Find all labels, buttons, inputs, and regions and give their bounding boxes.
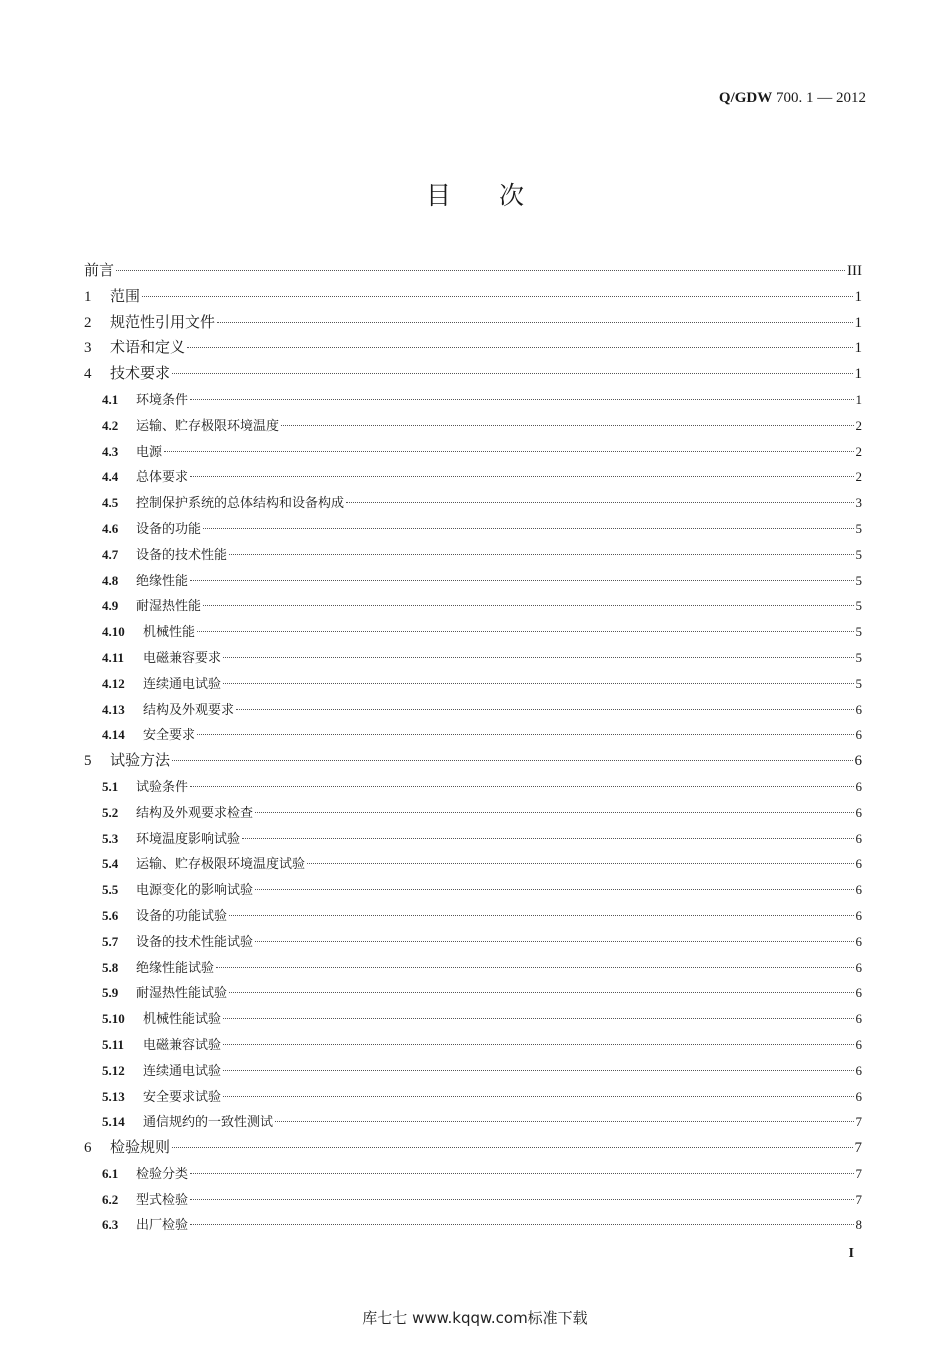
toc-entry-number: 5.7 (102, 933, 119, 949)
toc-entry[interactable] (84, 490, 862, 516)
toc-entry[interactable] (84, 877, 862, 903)
toc-entry[interactable] (84, 748, 862, 774)
toc-entry-title: 耐湿热性能试验 (136, 986, 228, 1002)
toc-entry-page: 6 (854, 753, 862, 770)
toc-leader-dots (116, 269, 845, 271)
toc-entry-page: 6 (855, 907, 862, 923)
toc-entry-page: 8 (855, 1217, 862, 1233)
toc-entry[interactable] (84, 1135, 862, 1161)
toc-entry-number: 5.11 (102, 1036, 125, 1052)
toc-leader-dots (190, 475, 853, 477)
toc-leader-dots (223, 1043, 853, 1045)
toc-entry[interactable] (84, 439, 862, 465)
toc-entry[interactable] (84, 387, 862, 413)
toc-entry-page: 7 (855, 1114, 862, 1130)
toc-leader-dots (307, 862, 853, 864)
toc-entry-page: 5 (855, 675, 862, 691)
toc-entry-number: 6.2 (102, 1191, 119, 1207)
toc-entry[interactable] (84, 903, 862, 929)
toc-leader-dots (197, 630, 853, 632)
toc-entry-page: 5 (855, 546, 862, 562)
toc-entry-title: 总体要求 (136, 470, 189, 486)
toc-entry-title: 环境条件 (136, 392, 189, 408)
toc-entry[interactable] (84, 335, 862, 361)
toc-leader-dots (281, 424, 853, 426)
toc-entry-number: 4.7 (102, 546, 119, 562)
toc-entry-title: 检验分类 (136, 1166, 189, 1182)
toc-leader-dots (142, 295, 852, 297)
toc-entry[interactable] (84, 980, 862, 1006)
toc-entry-page: III (847, 263, 862, 279)
toc-leader-dots (217, 321, 852, 323)
toc-leader-dots (229, 553, 853, 555)
toc-entry-number: 5.9 (102, 985, 119, 1001)
toc-entry[interactable] (84, 1212, 862, 1238)
toc-entry-title: 设备的技术性能 (136, 547, 228, 563)
toc-entry-number: 6.1 (102, 1165, 119, 1181)
toc-entry-title: 试验方法 (110, 751, 171, 770)
toc-entry-number: 5.2 (102, 804, 119, 820)
toc-entry[interactable] (84, 310, 862, 336)
toc-entry-title: 出厂检验 (136, 1218, 189, 1234)
toc-leader-dots (172, 372, 852, 374)
toc-entry-page: 5 (855, 624, 862, 640)
toc-entry[interactable] (84, 1187, 862, 1213)
toc-leader-dots (172, 759, 852, 761)
toc-leader-dots (229, 991, 853, 993)
toc-leader-dots (229, 914, 853, 916)
toc-entry-page: 3 (855, 495, 862, 511)
toc-entry[interactable] (84, 516, 862, 542)
toc-entry-page: 6 (855, 1062, 862, 1078)
toc-leader-dots (242, 837, 853, 839)
toc-leader-dots (172, 1146, 852, 1148)
toc-entry-title: 运输、贮存极限环境温度试验 (136, 857, 306, 873)
toc-entry-page: 6 (855, 778, 862, 794)
toc-entry-number: 4.3 (102, 443, 119, 459)
toc-entry-title: 规范性引用文件 (110, 312, 216, 331)
toc-entry-number: 5.14 (102, 1114, 125, 1130)
toc-entry-number: 4.10 (102, 624, 125, 640)
toc-entry-page: 6 (855, 727, 862, 743)
page-number: I (848, 1246, 854, 1261)
toc-entry[interactable] (84, 568, 862, 594)
toc-entry-title: 试验条件 (136, 779, 189, 795)
toc-entry-page: 6 (855, 882, 862, 898)
toc-entry-number: 4.1 (102, 391, 119, 407)
toc-entry[interactable] (84, 851, 862, 877)
toc-entry-title: 术语和定义 (110, 338, 186, 357)
toc-entry-title: 连续通电试验 (143, 676, 222, 692)
toc-entry-number: 4.11 (102, 649, 125, 665)
toc-leader-dots (187, 346, 852, 348)
toc-entry-number: 5.1 (102, 778, 119, 794)
toc-leader-dots (190, 579, 853, 581)
toc-entry-page: 6 (855, 985, 862, 1001)
toc-entry[interactable] (84, 697, 862, 723)
toc-entry-number: 5.5 (102, 882, 119, 898)
toc-entry-number: 4.9 (102, 598, 119, 614)
toc-entry-page: 5 (855, 520, 862, 536)
toc-entry[interactable] (84, 645, 862, 671)
toc-entry-number: 5.8 (102, 959, 119, 975)
toc-entry-number: 1 (84, 288, 92, 305)
toc-entry-page: 6 (855, 959, 862, 975)
toc-entry-title: 机械性能试验 (143, 1012, 222, 1028)
toc-entry-number: 5.6 (102, 907, 119, 923)
toc-entry[interactable] (84, 1161, 862, 1187)
toc-entry-number: 5.12 (102, 1062, 125, 1078)
toc-leader-dots (190, 1223, 853, 1225)
toc-entry-title: 结构及外观要求 (143, 702, 235, 718)
toc-entry-page: 2 (855, 469, 862, 485)
document-code-prefix: Q/GDW (718, 90, 773, 106)
toc-entry-page: 6 (855, 856, 862, 872)
toc-entry-page: 6 (855, 701, 862, 717)
toc-entry-number: 2 (84, 314, 92, 331)
toc-entry[interactable] (84, 593, 862, 619)
document-code-number: 700. 1 — 2012 (772, 90, 866, 106)
toc-entry-title: 电源变化的影响试验 (136, 883, 254, 899)
toc-leader-dots (203, 604, 853, 606)
toc-entry-title: 环境温度影响试验 (136, 831, 241, 847)
toc-entry[interactable] (84, 619, 862, 645)
toc-entry-number: 5.13 (102, 1088, 125, 1104)
toc-entry-title: 型式检验 (136, 1192, 189, 1208)
toc-entry[interactable] (84, 1058, 862, 1084)
toc-entry-title: 前言 (84, 261, 115, 279)
toc-entry-page: 6 (855, 804, 862, 820)
toc-entry-title: 设备的功能试验 (136, 908, 228, 924)
toc-entry[interactable] (84, 774, 862, 800)
toc-entry-page: 5 (855, 649, 862, 665)
toc-entry-number: 6 (84, 1140, 92, 1157)
toc-entry-number: 5.10 (102, 1011, 125, 1027)
toc-leader-dots (223, 1069, 853, 1071)
table-of-contents (84, 258, 862, 1238)
toc-entry-title: 设备的技术性能试验 (136, 934, 254, 950)
toc-entry-title: 连续通电试验 (143, 1063, 222, 1079)
toc-entry-title: 耐湿热性能 (136, 599, 202, 615)
toc-entry-page: 7 (855, 1165, 862, 1181)
toc-leader-dots (255, 811, 853, 813)
toc-entry-page: 5 (855, 572, 862, 588)
toc-entry[interactable] (84, 361, 862, 387)
toc-entry-page: 2 (855, 443, 862, 459)
toc-entry[interactable] (84, 1032, 862, 1058)
toc-entry-title: 运输、贮存极限环境温度 (136, 418, 280, 434)
toc-entry-title: 控制保护系统的总体结构和设备构成 (136, 496, 345, 512)
toc-entry[interactable] (84, 671, 862, 697)
toc-entry-title: 电磁兼容试验 (143, 1037, 222, 1053)
toc-entry[interactable] (84, 542, 862, 568)
toc-entry-page: 1 (854, 314, 862, 331)
toc-leader-dots (190, 1198, 853, 1200)
toc-entry[interactable] (84, 258, 862, 284)
toc-entry-number: 3 (84, 340, 92, 357)
toc-leader-dots (255, 888, 853, 890)
toc-entry-number: 4.13 (102, 701, 125, 717)
toc-entry-number: 4.5 (102, 495, 119, 511)
footer-watermark: 库七七 www.kqqw.com标准下载 (362, 1309, 588, 1327)
toc-entry[interactable] (84, 413, 862, 439)
toc-entry-page: 1 (855, 391, 862, 407)
toc-entry-page: 6 (855, 1088, 862, 1104)
toc-entry-page: 7 (855, 1191, 862, 1207)
toc-entry-page: 5 (855, 598, 862, 614)
toc-entry-title: 安全要求试验 (143, 1089, 222, 1105)
toc-entry-title: 电源 (136, 444, 163, 460)
toc-leader-dots (223, 682, 853, 684)
toc-entry-title: 安全要求 (143, 728, 196, 744)
toc-entry-page: 7 (854, 1140, 862, 1157)
toc-entry-title: 结构及外观要求检查 (136, 805, 254, 821)
toc-entry-number: 4.8 (102, 572, 119, 588)
toc-entry-page: 2 (855, 417, 862, 433)
toc-leader-dots (203, 527, 853, 529)
toc-entry[interactable] (84, 464, 862, 490)
toc-entry-title: 绝缘性能 (136, 573, 189, 589)
toc-entry-number: 4.14 (102, 727, 125, 743)
toc-entry-title: 机械性能 (143, 625, 196, 641)
toc-entry-title: 检验规则 (110, 1138, 171, 1157)
toc-leader-dots (275, 1120, 853, 1122)
toc-entry-number: 5 (84, 753, 92, 770)
toc-entry-number: 6.3 (102, 1217, 119, 1233)
toc-entry-title: 绝缘性能试验 (136, 960, 215, 976)
toc-leader-dots (216, 966, 853, 968)
toc-entry-title: 通信规约的一致性测试 (143, 1115, 274, 1131)
toc-entry-page: 6 (855, 1011, 862, 1027)
toc-leader-dots (255, 940, 853, 942)
toc-leader-dots (190, 1172, 853, 1174)
toc-leader-dots (197, 733, 853, 735)
toc-leader-dots (236, 708, 853, 710)
toc-leader-dots (190, 398, 853, 400)
toc-leader-dots (164, 450, 853, 452)
toc-entry-number: 5.4 (102, 856, 119, 872)
toc-leader-dots (223, 1095, 853, 1097)
toc-entry[interactable] (84, 1109, 862, 1135)
toc-entry[interactable] (84, 722, 862, 748)
toc-entry[interactable] (84, 284, 862, 310)
toc-entry-number: 5.3 (102, 830, 119, 846)
toc-leader-dots (223, 656, 853, 658)
toc-entry-page: 6 (855, 830, 862, 846)
toc-entry-page: 1 (854, 340, 862, 357)
toc-entry-number: 4 (84, 366, 92, 383)
toc-entry-page: 1 (854, 288, 862, 305)
toc-entry[interactable] (84, 1006, 862, 1032)
toc-entry-number: 4.12 (102, 675, 125, 691)
toc-entry-number: 4.6 (102, 520, 119, 536)
toc-entry[interactable] (84, 955, 862, 981)
toc-entry-number: 4.4 (102, 469, 119, 485)
toc-entry-title: 技术要求 (110, 364, 171, 383)
toc-entry[interactable] (84, 826, 862, 852)
toc-entry[interactable] (84, 929, 862, 955)
document-code (719, 88, 866, 107)
toc-entry-title: 电磁兼容要求 (143, 650, 222, 666)
toc-leader-dots (190, 785, 853, 787)
page-title: 目次 (425, 181, 572, 210)
toc-entry-page: 6 (855, 933, 862, 949)
toc-entry-title: 范围 (110, 286, 141, 305)
toc-entry-title: 设备的功能 (136, 521, 202, 537)
toc-entry[interactable] (84, 800, 862, 826)
toc-entry-number: 4.2 (102, 417, 119, 433)
toc-leader-dots (223, 1017, 853, 1019)
toc-leader-dots (346, 501, 853, 503)
toc-entry-page: 1 (854, 366, 862, 383)
toc-entry-page: 6 (855, 1036, 862, 1052)
toc-entry[interactable] (84, 1084, 862, 1110)
